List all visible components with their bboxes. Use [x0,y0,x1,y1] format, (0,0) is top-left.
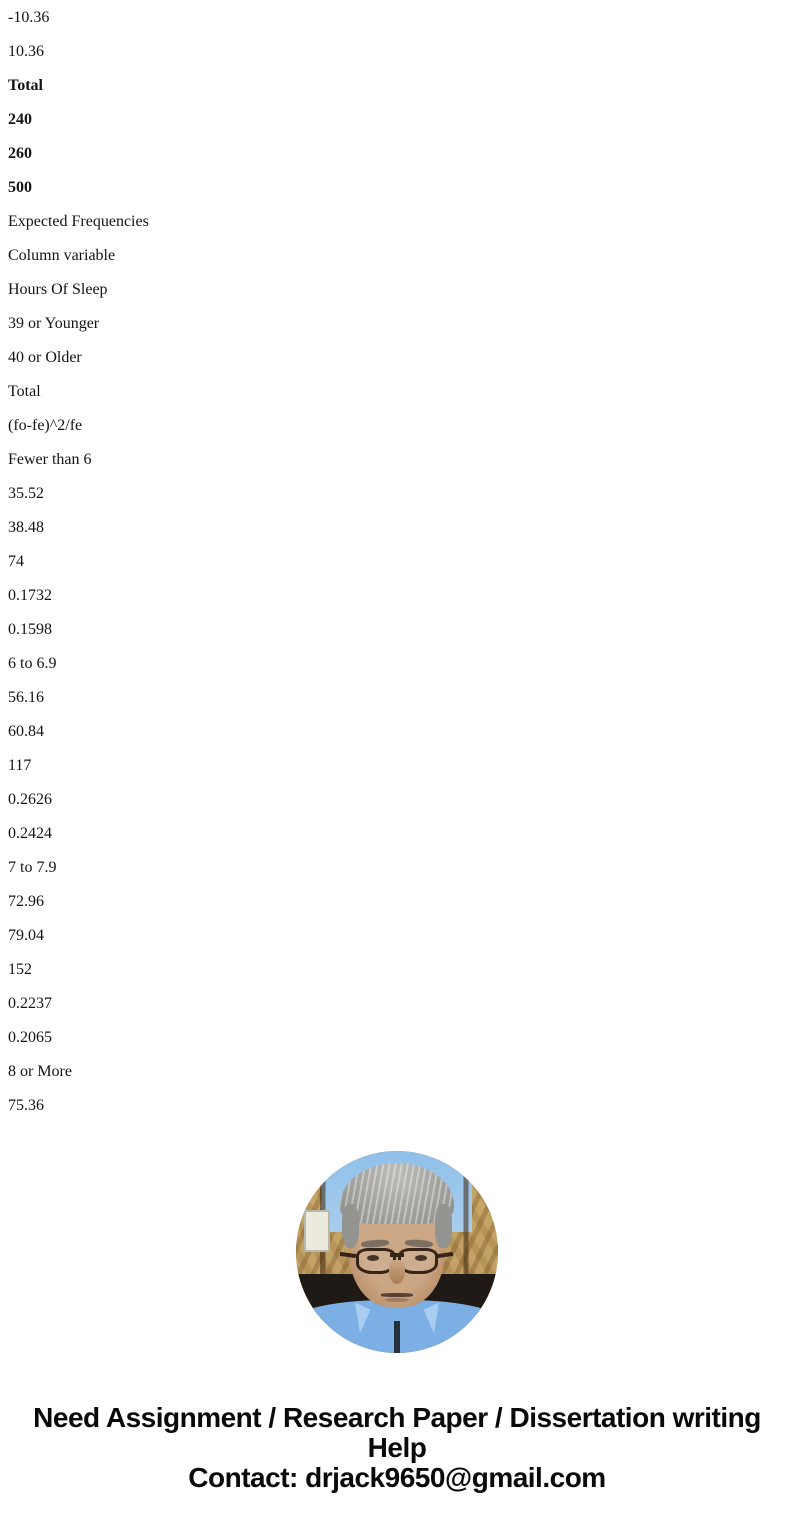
text-line: 152 [8,961,32,978]
text-line: 0.2626 [8,791,52,808]
text-line: Fewer than 6 [8,451,92,468]
text-line: 60.84 [8,723,44,740]
text-line: 79.04 [8,927,44,944]
promo-footer [0,1403,794,1493]
text-line: 7 to 7.9 [8,859,57,876]
text-line: 117 [8,757,32,774]
text-line: 39 or Younger [8,315,100,332]
text-line: 56.16 [8,689,44,706]
portrait-hair-right [435,1204,451,1248]
text-line: 0.2065 [8,1029,52,1046]
text-line: 74 [8,553,24,570]
portrait-wall-frame [304,1210,330,1252]
text-line: 0.1732 [8,587,52,604]
text-line: 40 or Older [8,349,82,366]
text-line: 0.2237 [8,995,52,1012]
text-line: (fo-fe)^2/fe [8,417,83,434]
text-line: Total [8,77,43,94]
text-line: Expected Frequencies [8,213,149,230]
portrait-glasses-bridge [390,1253,404,1257]
text-line: 260 [8,145,32,162]
portrait-hair-left [342,1204,358,1248]
text-line: 6 to 6.9 [8,655,57,672]
text-line: 35.52 [8,485,44,502]
text-line: 8 or More [8,1063,72,1080]
text-line: -10.36 [8,9,50,26]
portrait-eye-left [367,1255,379,1261]
promo-title: Need Assignment / Research Paper / Dissertation writing Help [33,1402,761,1463]
portrait-shirt-placket [394,1321,400,1353]
text-line: Total [8,383,41,400]
portrait-photo [296,1151,498,1353]
text-line: 38.48 [8,519,44,536]
text-line: 0.1598 [8,621,52,638]
text-line: 72.96 [8,893,44,910]
text-line: 500 [8,179,32,196]
portrait-mouth [381,1293,413,1296]
text-line: Column variable [8,247,116,264]
text-line: Hours Of Sleep [8,281,108,298]
text-line: 0.2424 [8,825,52,842]
promo-contact: Contact: drjack9650@gmail.com [188,1462,606,1493]
text-line: 75.36 [8,1097,44,1114]
text-line: 240 [8,111,32,128]
text-line: 10.36 [8,43,44,60]
